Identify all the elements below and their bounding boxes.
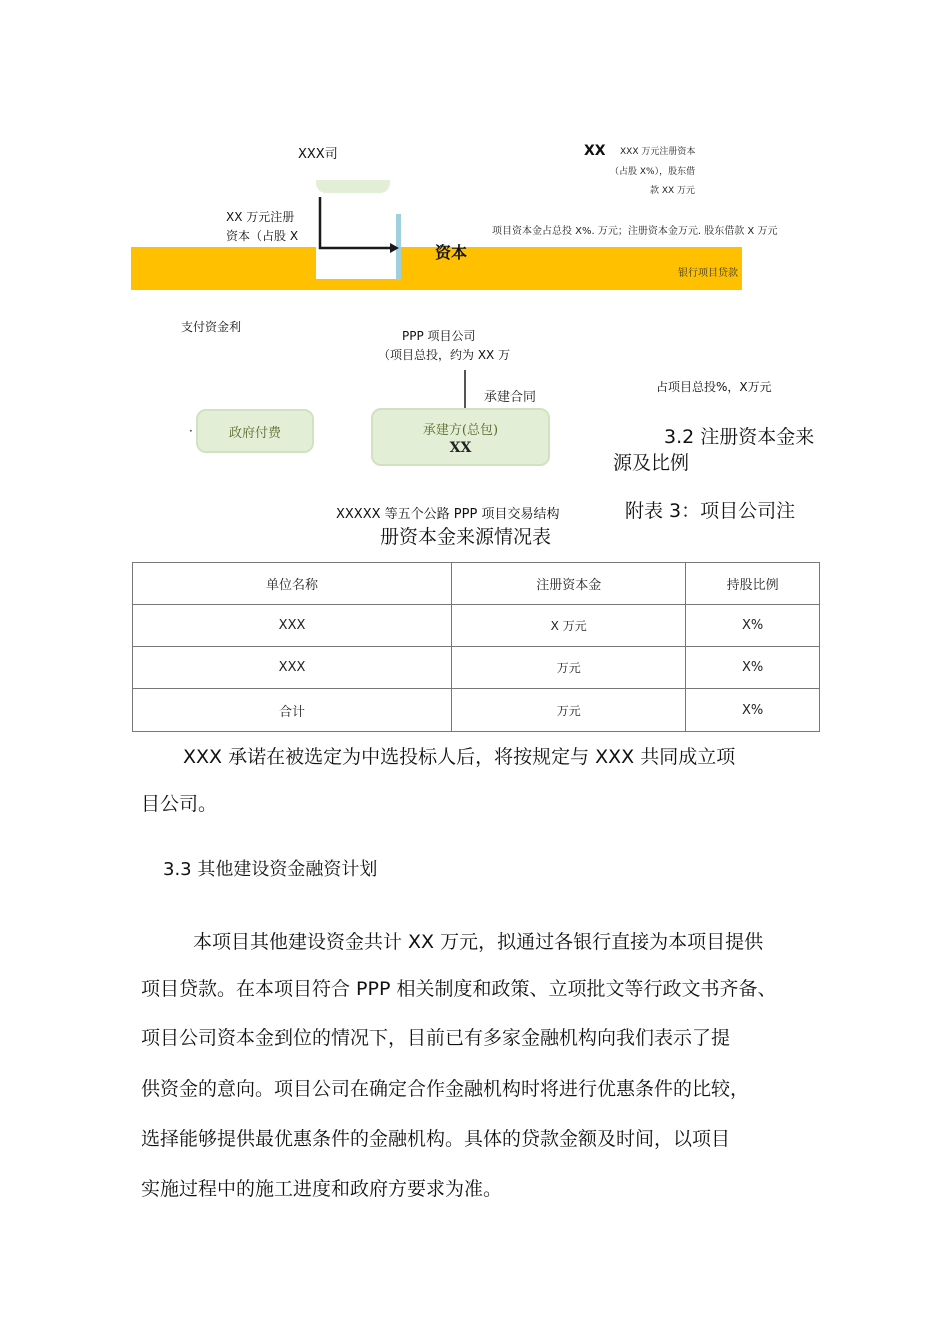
fee-label-clip: [181, 318, 251, 334]
left-capital-label-2: 资本（占股 X: [226, 229, 299, 243]
band-arrow-label: 资本: [435, 243, 468, 262]
commit-paragraph-line2: 目公司。: [141, 793, 218, 815]
section-3-2-title-line1: 3.2 注册资本金来: [664, 426, 815, 448]
contractor-box: [371, 408, 550, 466]
capital-source-table: [132, 562, 820, 732]
table-row: [133, 647, 820, 689]
table-caption-line1: 附表 3：项目公司注: [625, 500, 796, 522]
gov-pay-label: 政府付费: [228, 425, 281, 441]
table-cell: XXX: [133, 647, 452, 689]
table-cell: 万元: [452, 689, 686, 732]
table-header-cell: 注册资本金: [452, 563, 686, 605]
table-cell: X%: [686, 689, 820, 732]
bullet-mark: ·: [189, 424, 193, 438]
bank-loan-label: 银行项目贷款: [678, 268, 738, 279]
plan-paragraph-line2: 项目贷款。在本项目符合 PPP 相关制度和政策、立项批文等行政文书齐备、: [141, 978, 777, 1000]
ratio-note: 占项目总投%，X万元: [656, 380, 772, 394]
table-cell: X 万元: [452, 605, 686, 647]
plan-paragraph-line3: 项目公司资本金到位的情况下，目前已有多家金融机构向我们表示了提: [141, 1027, 731, 1049]
table-header-row: [133, 563, 820, 605]
table-cell: 合计: [133, 689, 452, 732]
structure-caption-clip: [336, 503, 592, 522]
capital-flow-arrow: [310, 195, 400, 257]
contract-label: 承建合同: [484, 390, 537, 405]
section-3-2-title-line2: 源及比例: [613, 452, 690, 474]
contract-line: [464, 370, 466, 408]
table-row: [133, 605, 820, 647]
xx-mark-clip: [584, 141, 610, 159]
band-top-note: 项目资本金占总投 X%. 万元；注册资本金万元. 股东借款 X 万元: [492, 226, 778, 237]
table-header-cell: 持股比例: [686, 563, 820, 605]
fee-label: 支付资金利: [181, 320, 242, 334]
plan-paragraph-line5: 选择能够提供最优惠条件的金融机构。具体的贷款金额及时间，以项目: [141, 1128, 731, 1150]
ppp-company-title: PPP 项目公司: [402, 329, 476, 343]
table-caption-line2: 册资本金来源情况表: [380, 526, 552, 548]
plan-paragraph-line1: 本项目其他建设资金共计 XX 万元，拟通过各银行直接为本项目提供: [193, 931, 764, 953]
plan-paragraph-line6: 实施过程中的施工进度和政府方要求为准。: [141, 1178, 503, 1200]
xx-capital-note-2: （占股 X%），股东借: [610, 167, 696, 177]
gov-pay-box: [196, 409, 314, 453]
table-cell: 万元: [452, 647, 686, 689]
section-3-3-title: 3.3 其他建设资金融资计划: [163, 859, 378, 880]
ppp-company-subtitle: （项目总投，约为 XX 万: [378, 348, 511, 362]
xx-mark: XX: [584, 143, 606, 159]
contractor-name: XX: [449, 439, 472, 456]
commit-paragraph-line1: XXX 承诺在被选定为中选投标人后，将按规定与 XXX 共同成立项: [183, 746, 736, 768]
top-company-label-clip: [298, 141, 358, 162]
table-cell: X%: [686, 647, 820, 689]
plan-paragraph-line4: 供资金的意向。项目公司在确定合作金融机构时将进行优惠条件的比较，: [141, 1078, 750, 1100]
table-cell: X%: [686, 605, 820, 647]
xx-capital-note-3: 款 XX 万元: [650, 186, 696, 196]
top-company-label: XXX司: [298, 147, 338, 162]
table-cell: XXX: [133, 605, 452, 647]
structure-caption: XXXXX 等五个公路 PPP 项目交易结构: [336, 507, 560, 522]
table-row: [133, 689, 820, 732]
ppp-company-subtitle-clip: [378, 346, 511, 362]
xx-capital-note-1: XXX 万元注册资本: [620, 147, 696, 157]
shareholder-box-fragment: [316, 180, 390, 193]
left-capital-label-1: XX 万元注册: [226, 210, 295, 224]
band-arrow-label-clip: [435, 240, 475, 262]
table-header-cell: 单位名称: [133, 563, 452, 605]
contractor-label: 承建方(总包): [422, 422, 499, 438]
